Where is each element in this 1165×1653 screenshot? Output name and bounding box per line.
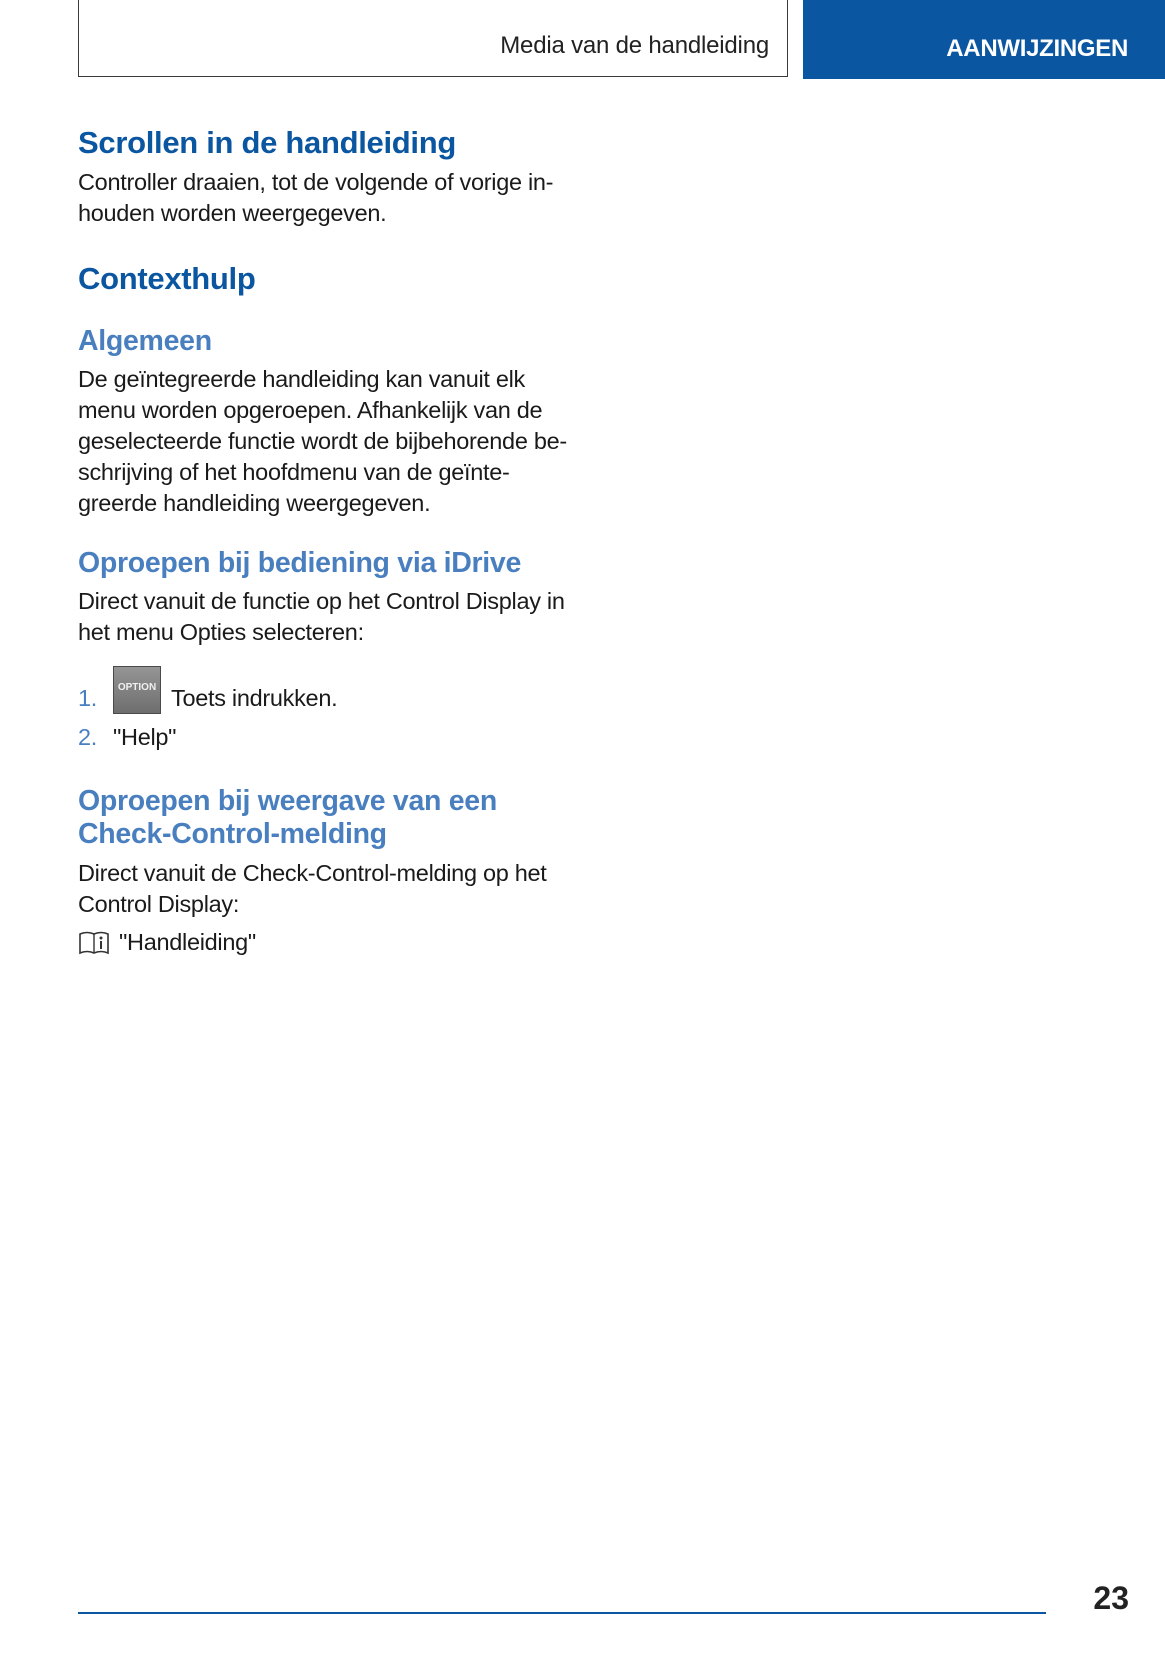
list-item	[78, 666, 598, 714]
paragraph-scroll: Controller draaien, tot de volgende of vorige in- houden worden weergegeven.	[78, 169, 554, 227]
subheading-checkcontrol: Oproepen bij weergave van een Check-Control-melding	[78, 785, 497, 851]
paragraph-checkcontrol: Direct vanuit de Check-Control-melding op het Control Display:	[78, 860, 547, 918]
step-text: "Help"	[113, 724, 177, 751]
book-info-icon	[78, 930, 110, 956]
step-text: Toets indrukken.	[171, 685, 338, 712]
manual-reference	[78, 927, 598, 958]
header-section-box	[78, 0, 788, 77]
header-chapter-tab	[803, 0, 1165, 79]
footer-divider	[78, 1612, 1046, 1614]
steps-list	[78, 666, 598, 753]
header-chapter-title: AANWIJZINGEN	[946, 35, 1128, 62]
subheading-algemeen: Algemeen	[78, 325, 212, 358]
manual-label: "Handleiding"	[119, 929, 256, 956]
paragraph-idrive: Direct vanuit de functie op het Control Display in het menu Opties selecteren:	[78, 588, 565, 646]
heading-contexthulp: Contexthulp	[78, 261, 256, 297]
list-item	[78, 722, 598, 753]
page-number: 23	[1093, 1580, 1129, 1616]
main-content	[78, 124, 598, 958]
step-number: 1.	[78, 685, 97, 712]
option-button-icon: OPTION	[113, 666, 161, 714]
paragraph-algemeen: De geïntegreerde handleiding kan vanuit elk menu worden opgeroepen. Afhankelijk van de geselecteerde functie wordt de bijbehorende be- schrijving of het hoofdmenu van de geïnte- greerde handleiding weergegeven.	[78, 366, 567, 517]
header-section-title: Media van de handleiding	[500, 32, 769, 59]
heading-scroll: Scrollen in de handleiding	[78, 125, 457, 160]
step-number: 2.	[78, 724, 97, 751]
subheading-idrive: Oproepen bij bediening via iDrive	[78, 547, 522, 580]
